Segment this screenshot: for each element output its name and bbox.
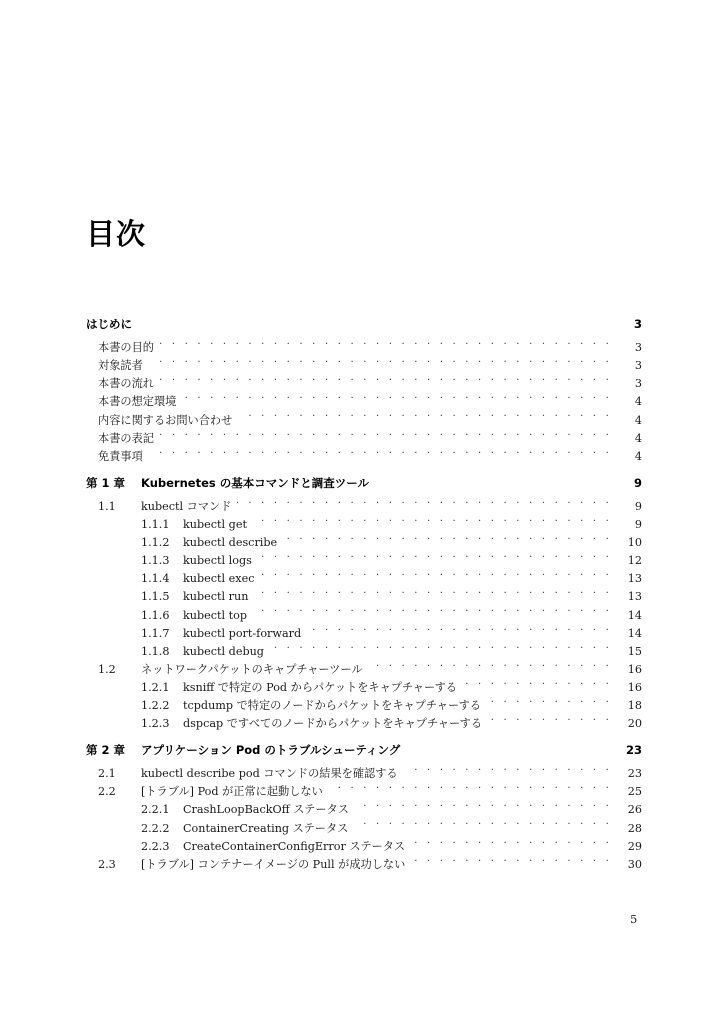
- toc-page-number: 20: [627, 717, 642, 731]
- section-number: 1.1.3: [141, 554, 170, 568]
- toc-heading-chapter-1[interactable]: [86, 474, 642, 492]
- toc-entry[interactable]: [86, 600, 642, 622]
- toc-entry[interactable]: [86, 709, 642, 731]
- toc-intro-section: [86, 315, 642, 463]
- toc-page-number: 14: [627, 626, 642, 640]
- toc-entry[interactable]: [86, 582, 642, 604]
- toc-entry[interactable]: [86, 619, 642, 640]
- dot-leader: [260, 564, 616, 582]
- dot-leader: [160, 333, 616, 351]
- dot-leader: [354, 813, 616, 831]
- toc-entry-title: 本書の想定環境: [98, 393, 182, 411]
- toc-entry[interactable]: [86, 777, 642, 799]
- section-number: 1.2: [98, 662, 116, 676]
- toc-entry-title: kubectl port-forward: [183, 625, 307, 643]
- dot-leader: [253, 600, 616, 618]
- toc-entry-title: kubectl debug: [183, 643, 270, 661]
- toc-entry[interactable]: [86, 637, 642, 658]
- toc-entry-title: kubectl describe pod コマンドの結果を確認する: [141, 765, 404, 783]
- toc-page-number: 18: [627, 698, 642, 712]
- section-number: 2.2.2: [141, 821, 170, 835]
- dot-leader: [329, 777, 616, 795]
- toc-page-number: 26: [627, 803, 642, 817]
- toc-page-number: 3: [633, 317, 642, 331]
- dot-leader: [355, 795, 616, 813]
- section-number: 1.2.3: [141, 717, 170, 731]
- toc-page-number: 16: [627, 680, 642, 694]
- section-number: 1.1.7: [141, 626, 170, 640]
- table-of-contents: [86, 315, 642, 882]
- toc-entry-title: CreateContainerConfigError ステータス: [183, 838, 411, 856]
- toc-entry[interactable]: [86, 759, 642, 781]
- toc-heading-title: アプリケーション Pod のトラブルシューティング: [141, 741, 406, 759]
- toc-entry-title: [トラブル] Pod が正常に起動しない: [141, 783, 329, 801]
- toc-entry[interactable]: [86, 546, 642, 568]
- footer-page-number: 5: [630, 912, 638, 926]
- section-number: 1.1.8: [141, 644, 170, 658]
- toc-entry-title: CrashLoopBackOff ステータス: [183, 801, 355, 819]
- toc-page-number: 4: [634, 449, 642, 463]
- toc-entry-title: kubectl コマンド: [141, 498, 237, 516]
- toc-entry[interactable]: [86, 564, 642, 586]
- toc-entry[interactable]: [86, 442, 642, 463]
- toc-chapter-2: [86, 741, 642, 871]
- toc-entry[interactable]: [86, 405, 642, 427]
- toc-entry[interactable]: [86, 691, 642, 712]
- toc-entry-title: kubectl top: [183, 607, 253, 625]
- toc-entry-title: 本書の表記: [98, 430, 160, 448]
- section-number: 1.1.2: [141, 536, 170, 550]
- dot-leader: [238, 405, 616, 423]
- toc-entry-title: 本書の流れ: [98, 375, 160, 393]
- dot-leader: [149, 351, 616, 369]
- toc-chapter-1: [86, 474, 642, 731]
- toc-heading-title: Kubernetes の基本コマンドと調査ツール: [141, 474, 375, 492]
- toc-page-number: 28: [627, 821, 642, 835]
- toc-page-number: 15: [627, 644, 642, 658]
- toc-page-number: 23: [625, 743, 642, 758]
- toc-entry-title: [トラブル] コンテナーイメージの Pull が成功しない: [141, 856, 411, 874]
- toc-entry-title: 免責事項: [98, 448, 149, 466]
- toc-entry[interactable]: [86, 795, 642, 817]
- toc-entry-title: kubectl exec: [183, 570, 260, 588]
- dot-leader: [237, 492, 616, 510]
- chapter-number: 第 2 章: [86, 743, 126, 758]
- section-number: 1.1: [98, 499, 116, 513]
- section-number: 1.2.2: [141, 698, 170, 712]
- toc-page-number: 14: [627, 608, 642, 622]
- dot-leader: [160, 424, 616, 442]
- chapter-number: 第 1 章: [86, 475, 126, 490]
- toc-entry[interactable]: [86, 673, 642, 694]
- section-number: 2.2.3: [141, 839, 170, 853]
- section-number: 2.2: [98, 785, 116, 799]
- dot-leader: [283, 528, 616, 546]
- toc-entry-title: kubectl run: [183, 588, 254, 606]
- dot-leader: [149, 442, 616, 460]
- section-number: 1.1.5: [141, 590, 170, 604]
- toc-page-number: 4: [634, 395, 642, 409]
- dot-leader: [369, 655, 616, 673]
- dot-leader: [254, 582, 616, 600]
- toc-page-number: 3: [634, 341, 642, 355]
- dot-leader: [404, 759, 616, 777]
- toc-entry-title: tcpdump で特定のノードからパケットをキャプチャーする: [183, 697, 487, 715]
- toc-page-number: 30: [627, 857, 642, 871]
- toc-page-number: 4: [634, 413, 642, 427]
- toc-entry[interactable]: [86, 369, 642, 391]
- toc-page-number: 9: [634, 499, 642, 513]
- toc-entry-title: ネットワークパケットのキャプチャーツール: [141, 661, 369, 679]
- dot-leader: [307, 619, 616, 637]
- toc-entry[interactable]: [86, 655, 642, 676]
- dot-leader: [488, 709, 616, 727]
- section-number: 1.2.1: [141, 680, 170, 694]
- toc-page-number: 3: [634, 377, 642, 391]
- toc-heading-title: はじめに: [86, 315, 138, 333]
- toc-page-number: 9: [633, 475, 642, 490]
- section-number: 1.1.4: [141, 572, 170, 586]
- toc-entry-title: ksniff で特定の Pod からパケットをキャプチャーする: [183, 679, 463, 697]
- toc-entry-title: dspcap ですべてのノードからパケットをキャプチャーする: [183, 715, 488, 733]
- toc-entry[interactable]: [86, 333, 642, 355]
- section-number: 2.1: [98, 767, 116, 781]
- dot-leader: [160, 369, 616, 387]
- toc-entry[interactable]: [86, 528, 642, 550]
- toc-entry[interactable]: [86, 351, 642, 373]
- dot-leader: [411, 850, 616, 868]
- page-title: 目次: [86, 217, 147, 251]
- toc-entry-title: kubectl describe: [183, 534, 283, 552]
- toc-entry[interactable]: [86, 387, 642, 409]
- dot-leader: [258, 546, 616, 564]
- toc-page-number: 9: [634, 518, 642, 532]
- toc-heading-chapter-2[interactable]: [86, 741, 642, 759]
- toc-entry[interactable]: [86, 832, 642, 853]
- toc-page-number: 10: [627, 536, 642, 550]
- toc-heading-intro[interactable]: [86, 315, 642, 333]
- toc-entry-title: 対象読者: [98, 357, 149, 375]
- toc-page-number: 3: [634, 359, 642, 373]
- toc-page-number: 29: [627, 839, 642, 853]
- toc-page-number: 13: [627, 572, 642, 586]
- toc-entry-title: 本書の目的: [98, 339, 160, 357]
- toc-page-number: 25: [627, 785, 642, 799]
- section-number: 1.1.1: [141, 518, 170, 532]
- dot-leader: [487, 691, 616, 709]
- dot-leader: [182, 387, 616, 405]
- section-number: 2.2.1: [141, 803, 170, 817]
- toc-page-number: 13: [627, 590, 642, 604]
- toc-entry[interactable]: [86, 813, 642, 835]
- dot-leader: [463, 673, 616, 691]
- toc-page-number: 16: [627, 662, 642, 676]
- dot-leader: [411, 832, 616, 850]
- dot-leader: [270, 637, 616, 655]
- toc-entry[interactable]: [86, 850, 642, 871]
- dot-leader: [253, 510, 616, 528]
- section-number: 2.3: [98, 857, 116, 871]
- toc-entry[interactable]: [86, 510, 642, 532]
- toc-entry[interactable]: [86, 424, 642, 445]
- toc-entry[interactable]: [86, 492, 642, 513]
- toc-page-number: 12: [627, 554, 642, 568]
- toc-entry-title: ContainerCreating ステータス: [183, 820, 354, 838]
- toc-page-number: 4: [634, 431, 642, 445]
- toc-entry-title: 内容に関するお問い合わせ: [98, 412, 238, 430]
- toc-entry-title: kubectl logs: [183, 552, 258, 570]
- section-number: 1.1.6: [141, 608, 170, 622]
- toc-entry-title: kubectl get: [183, 516, 253, 534]
- toc-page-number: 23: [627, 767, 642, 781]
